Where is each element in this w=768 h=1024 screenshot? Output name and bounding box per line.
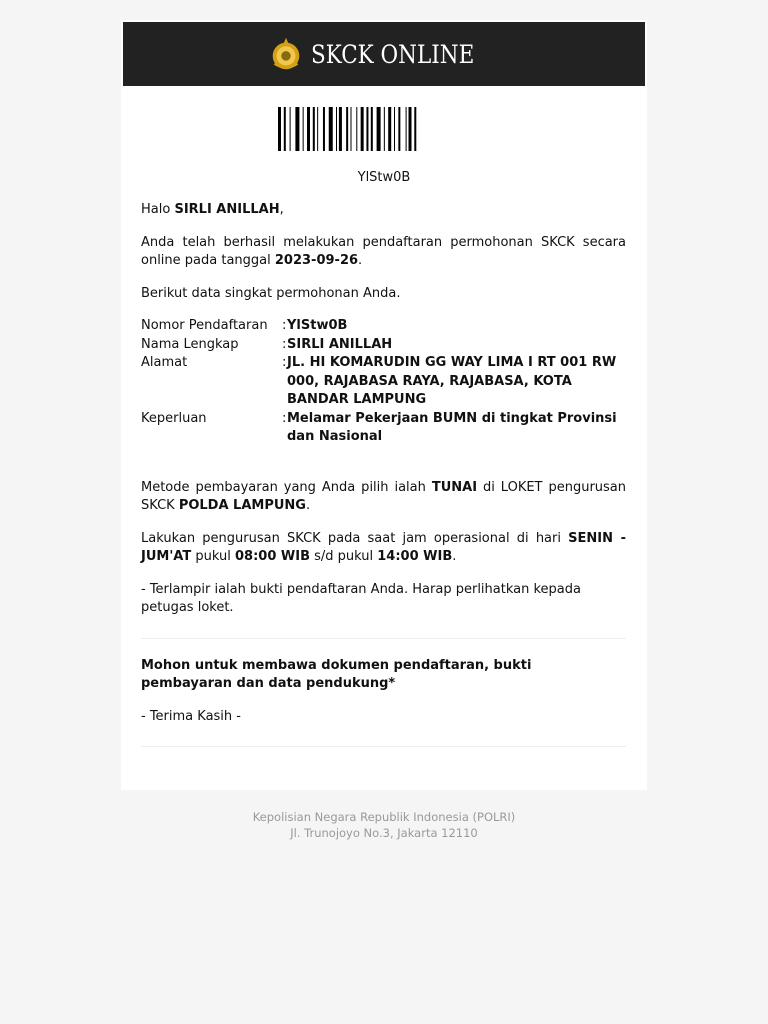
header-banner — [123, 22, 645, 86]
schedule-paragraph: Lakukan pengurusan SKCK pada saat jam operasional di hari SENIN - JUM'AT pukul 08:00 WIB s/d pukul 14:00 WIB. — [141, 530, 626, 564]
registration-date: 2023-09-26 — [274, 253, 359, 268]
greeting: Halo SIRLI ANILLAH, — [141, 202, 284, 217]
barcode-bar — [366, 107, 368, 151]
barcode-bar — [284, 107, 286, 151]
footer-org: Kepolisian Negara Republik Indonesia (POLRI) — [252, 810, 516, 824]
barcode-bar — [398, 107, 400, 151]
barcode-bar — [290, 107, 291, 151]
footer — [0, 809, 768, 841]
detail-row: Nomor Pendaftaran : YlStw0B — [141, 318, 348, 333]
barcode-bar — [329, 107, 333, 151]
barcode-bar — [406, 107, 407, 151]
barcode-bar — [339, 107, 342, 151]
barcode-bar — [384, 107, 385, 151]
skck-logo — [267, 35, 501, 73]
application-details — [141, 317, 626, 447]
barcode-bar — [317, 107, 318, 151]
barcode-bar — [388, 107, 391, 151]
detail-row: Keperluan : Melamar Pekerjaan BUMN di tingkat Provinsi dan Nasional — [141, 410, 617, 444]
barcode-bar — [295, 107, 299, 151]
barcode-bar — [409, 107, 412, 151]
summary-intro: Berikut data singkat permohonan Anda. — [141, 285, 401, 301]
barcode-bar — [307, 107, 310, 151]
barcode-bar — [361, 107, 364, 151]
barcode-code: YlStw0B — [357, 170, 411, 185]
barcode-bar — [351, 107, 352, 151]
barcode-bar — [377, 107, 381, 151]
barcode-bar — [346, 107, 348, 151]
barcode-bar — [336, 107, 337, 151]
barcode-bar — [356, 107, 357, 151]
email-body — [141, 201, 626, 747]
barcode-bar — [278, 107, 281, 151]
barcode-bar — [394, 107, 395, 151]
divider — [141, 746, 626, 747]
detail-row: Nama Lengkap : SIRLI ANILLAH — [141, 336, 393, 352]
closing-text: - Terima Kasih - — [141, 708, 241, 724]
barcode-image — [278, 107, 490, 151]
police-emblem-icon — [267, 35, 305, 73]
brand-title: SKCK ONLINE — [311, 39, 475, 69]
reminder-text: Mohon untuk membawa dokumen pendaftaran, bukti pembayaran dan data pendukung* — [141, 657, 532, 691]
intro-paragraph: Anda telah berhasil melakukan pendaftaran permohonan SKCK secara online pada tanggal 2023-09-26. — [141, 234, 626, 268]
applicant-name: SIRLI ANILLAH — [174, 202, 280, 217]
barcode-bar — [323, 107, 325, 151]
footer-address: Jl. Trunojoyo No.3, Jakarta 12110 — [290, 826, 478, 840]
barcode-bar — [303, 107, 304, 151]
barcode-bar — [371, 107, 373, 151]
detail-row: Alamat : JL. HI KOMARUDIN GG WAY LIMA I RT 001 RW 000, RAJABASA RAYA, RAJABASA, KOTA BANDAR LAMPUNG — [141, 355, 617, 407]
payment-paragraph: Metode pembayaran yang Anda pilih ialah TUNAI di LOKET pengurusan SKCK POLDA LAMPUNG. — [141, 479, 627, 513]
barcode-bar — [313, 107, 315, 151]
barcode-bar — [414, 107, 416, 151]
attachment-note: - Terlampir ialah bukti pendaftaran Anda. Harap perlihatkan kepada petugas loket. — [141, 581, 581, 615]
email-card — [121, 20, 647, 790]
divider — [141, 638, 626, 639]
